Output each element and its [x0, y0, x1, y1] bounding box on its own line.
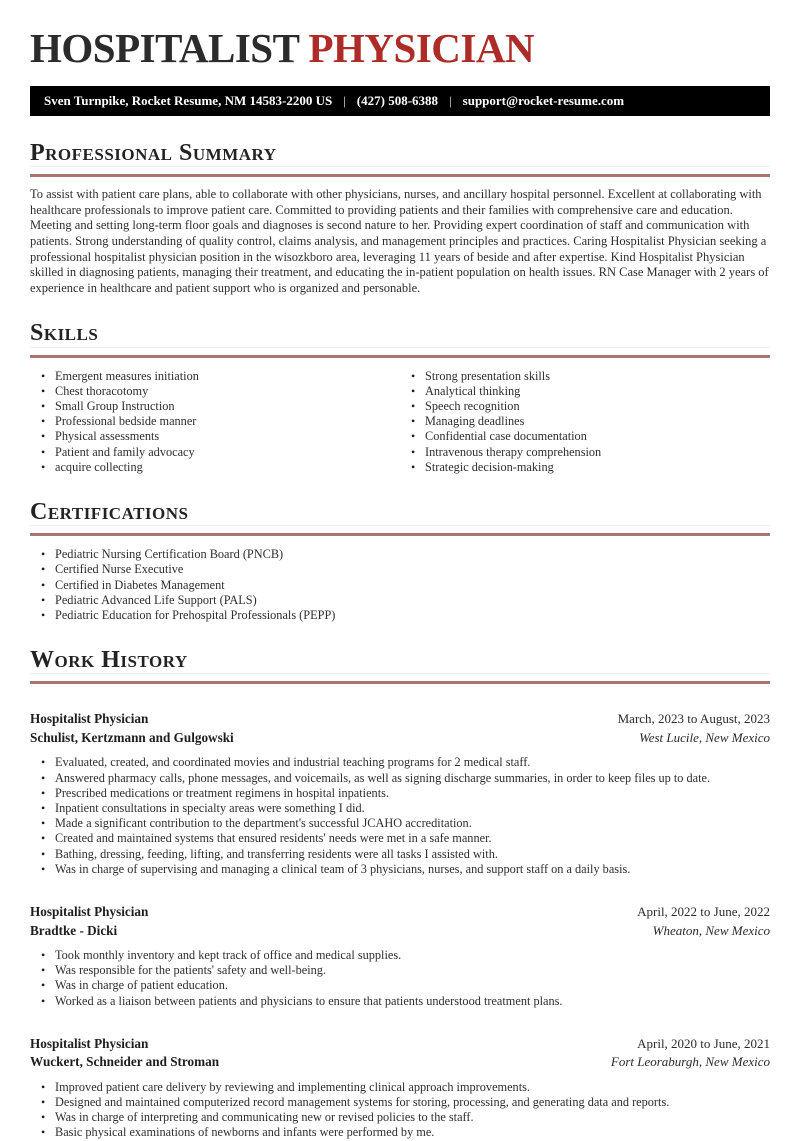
- summary-paragraph: To assist with patient care plans, able to collaborate with other physicians, nurses, and ancillary hospital personnel. Excellent at collaborating with healthcare professionals to improve patient care. Committed to providing patients and their families with comprehensive care and education. Meeting and setting long-term floor goals and diagnoses is second nature to her. Providing expert coordination of staff and communication with patients. Strong understanding of quality control, claims analysis, and management principles and practices. Caring Hospitalist Physician seeking a professional hospitalist physician position in the wisozkboro area, leveraging 11 years of beside and after expertise. Kind Hospitalist Physician skilled in diagnosing patients, managing their treatment, and educating the in-patient population on health issues. RN Case Manager with 2 years of experience in healthcare and patient support who is organized and personable.: [30, 187, 769, 295]
- skill-item: • acquire collecting: [30, 460, 400, 475]
- job-header-right: [611, 1035, 770, 1072]
- job-bullets: [30, 755, 770, 877]
- section-certifications: [30, 500, 770, 623]
- skill-item: • Patient and family advocacy: [30, 445, 400, 460]
- job-dates: March, 2023 to August, 2023: [617, 711, 770, 727]
- job-bullet: • Improved patient care delivery by reviewing and implementing clinical approach improvements.: [30, 1080, 770, 1095]
- job-header-right: [618, 710, 770, 747]
- contact-email: support@rocket-resume.com: [462, 93, 625, 109]
- section-heading-certifications: Certifications: [30, 500, 770, 526]
- job-bullet: • Bathing, dressing, feeding, lifting, and transferring residents were all tasks I assisted with.: [30, 847, 770, 862]
- job-title: Hospitalist Physician: [30, 711, 149, 727]
- skill-item: • Managing deadlines: [400, 414, 770, 429]
- resume-page: [0, 26, 800, 1141]
- skill-item: • Small Group Instruction: [30, 399, 400, 414]
- job-entry: [30, 903, 770, 1009]
- job-bullet: • Basic physical examinations of newborns and infants were performed by me.: [30, 1125, 770, 1140]
- certification-item: • Certified in Diabetes Management: [30, 578, 770, 593]
- job-entry: [30, 710, 770, 877]
- contact-phone: (427) 508-6388: [356, 93, 439, 109]
- job-bullet: • Evaluated, created, and coordinated movies and industrial teaching programs for 2 medical staff.: [30, 755, 770, 770]
- job-company: Schulist, Kertzmann and Gulgowski: [30, 729, 234, 745]
- skill-item: • Analytical thinking: [400, 384, 770, 399]
- contact-bar: [30, 86, 770, 116]
- job-entry: [30, 1035, 770, 1141]
- job-header: [30, 903, 770, 940]
- job-bullet: • Made a significant contribution to the department's successful JCAHO accreditation.: [30, 816, 770, 831]
- skills-list-right: [400, 369, 770, 475]
- job-location: Wheaton, New Mexico: [652, 922, 770, 938]
- skills-columns: [30, 358, 770, 475]
- job-header-right: [637, 903, 770, 940]
- job-dates: April, 2022 to June, 2022: [637, 904, 770, 920]
- section-heading-skills: Skills: [30, 321, 770, 347]
- job-bullet: • Took monthly inventory and kept track of office and medical supplies.: [30, 948, 770, 963]
- certification-item: • Pediatric Advanced Life Support (PALS): [30, 593, 770, 608]
- certification-item: • Pediatric Nursing Certification Board (PNCB): [30, 547, 770, 562]
- skill-item: • Chest thoracotomy: [30, 384, 400, 399]
- title-primary: HOSPITALIST: [30, 25, 299, 71]
- skill-item: • Professional bedside manner: [30, 414, 400, 429]
- title-accent: PHYSICIAN: [308, 25, 535, 71]
- skill-item: • Strong presentation skills: [400, 369, 770, 384]
- skill-item: • Intravenous therapy comprehension: [400, 445, 770, 460]
- job-header-left: [30, 710, 234, 747]
- job-header: [30, 710, 770, 747]
- job-bullet: • Inpatient consultations in specialty areas were something I did.: [30, 801, 770, 816]
- job-bullets: [30, 1080, 770, 1141]
- section-skills: [30, 321, 770, 475]
- job-bullet: • Was in charge of interpreting and communicating new or revised policies to the staff.: [30, 1110, 770, 1125]
- job-company: Bradtke - Dicki: [30, 922, 118, 938]
- job-bullet: • Answered pharmacy calls, phone messages, and voicemails, as well as signing discharge summaries, in order to keep files up to date.: [30, 771, 770, 786]
- section-professional-summary: [30, 141, 770, 296]
- section-work-history: [30, 648, 770, 1140]
- contact-address: Sven Turnpike, Rocket Resume, NM 14583-2200 US: [44, 93, 333, 109]
- job-location: West Lucile, New Mexico: [639, 729, 770, 745]
- job-bullets: [30, 948, 770, 1009]
- skills-list-left: [30, 369, 400, 475]
- job-bullet: • Was in charge of patient education.: [30, 978, 770, 993]
- contact-separator: |: [343, 93, 346, 109]
- section-rule: [30, 533, 770, 536]
- job-title: Hospitalist Physician: [30, 1035, 149, 1051]
- job-location: Fort Leoraburgh, New Mexico: [610, 1054, 770, 1070]
- section-rule: [30, 174, 770, 177]
- job-company: Wuckert, Schneider and Stroman: [30, 1054, 220, 1070]
- job-dates: April, 2020 to June, 2021: [637, 1035, 770, 1051]
- job-bullet: • Prescribed medications or treatment regimens in hospital inpatients.: [30, 786, 770, 801]
- skill-item: • Strategic decision-making: [400, 460, 770, 475]
- skill-item: • Speech recognition: [400, 399, 770, 414]
- job-title: Hospitalist Physician: [30, 904, 149, 920]
- job-bullet: • Created and maintained systems that ensured residents' needs were met in a safe manner.: [30, 831, 770, 846]
- job-bullet: • Worked as a liaison between patients and physicians to ensure that patients understood treatment plans.: [30, 994, 770, 1009]
- resume-title: [30, 26, 770, 71]
- certification-item: • Certified Nurse Executive: [30, 562, 770, 577]
- job-bullet: • Was responsible for the patients' safety and well-being.: [30, 963, 770, 978]
- skill-item: • Emergent measures initiation: [30, 369, 400, 384]
- certification-item: • Pediatric Education for Prehospital Professionals (PEPP): [30, 608, 770, 623]
- certifications-list: [30, 547, 770, 623]
- skill-item: • Confidential case documentation: [400, 429, 770, 444]
- section-heading-work-history: Work History: [30, 648, 770, 674]
- section-rule: [30, 681, 770, 684]
- section-heading-summary: Professional Summary: [30, 141, 770, 167]
- job-bullet: • Designed and maintained computerized record management systems for storing, processing, and generating data and reports.: [30, 1095, 770, 1110]
- job-header-left: [30, 1035, 219, 1072]
- contact-separator: |: [449, 93, 452, 109]
- job-bullet: • Was in charge of supervising and managing a clinical team of 3 physicians, nurses, and support staff on a daily basis.: [30, 862, 770, 877]
- skill-item: • Physical assessments: [30, 429, 400, 444]
- job-header: [30, 1035, 770, 1072]
- job-header-left: [30, 903, 148, 940]
